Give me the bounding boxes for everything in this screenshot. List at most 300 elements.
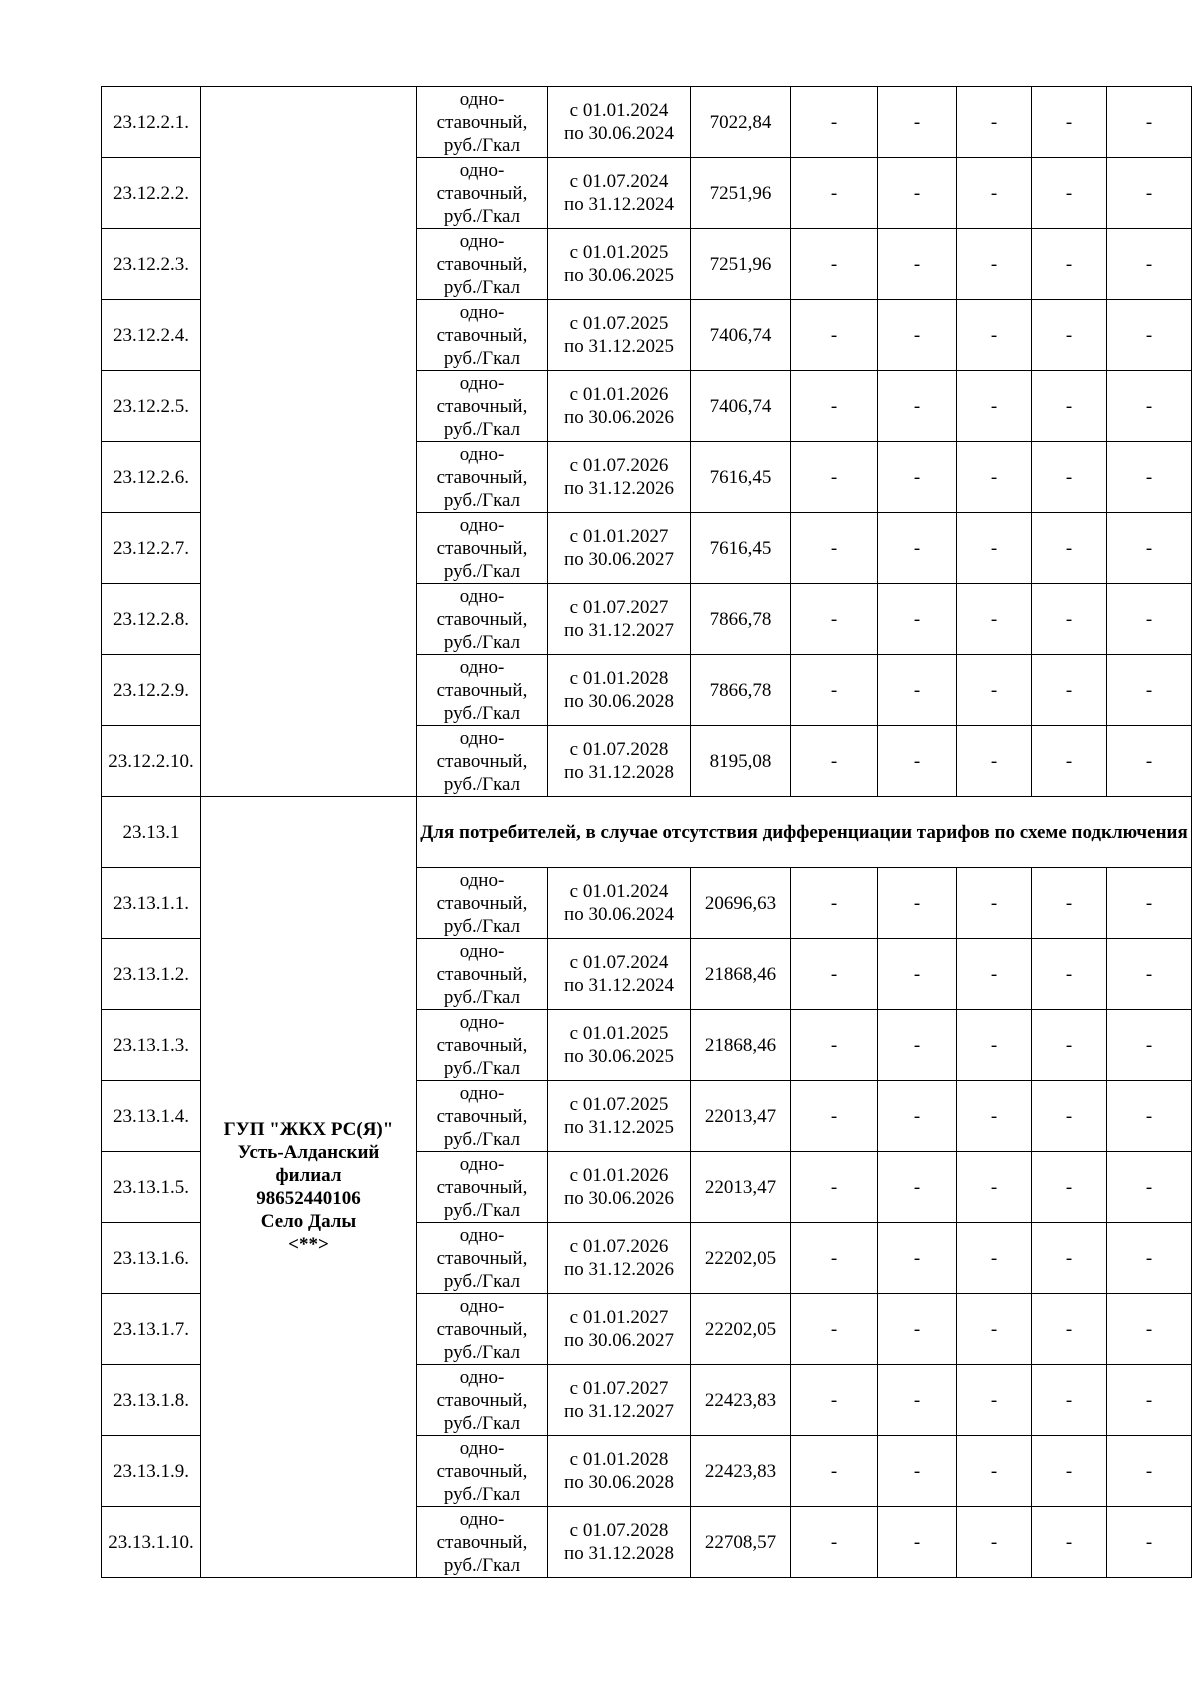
row-code-cell	[102, 1365, 201, 1436]
tariff-value: 7406,74	[691, 300, 791, 371]
dash-cell: -	[957, 1223, 1032, 1294]
rate-type-line: руб./Гкал	[443, 1128, 521, 1150]
rate-type-line: ставочный,	[436, 395, 528, 417]
rate-type-line: одно-	[459, 727, 505, 749]
rate-type	[417, 1436, 548, 1507]
period-line: с 01.07.2024	[569, 171, 669, 192]
dash-cell: -	[957, 87, 1032, 158]
dash-cell: -	[878, 1081, 957, 1152]
period-line: с 01.01.2024	[569, 881, 669, 902]
rate-type-line: руб./Гкал	[443, 134, 521, 156]
dash-cell: -	[1032, 1365, 1107, 1436]
dash-cell: -	[1032, 1507, 1107, 1578]
row-code-cell	[102, 513, 201, 584]
rate-type-line: ставочный,	[436, 1176, 528, 1198]
period	[548, 868, 691, 939]
dash-cell: -	[791, 158, 878, 229]
period-line: с 01.07.2027	[569, 1378, 669, 1399]
rate-type-line: ставочный,	[436, 253, 528, 275]
dash-cell: -	[1107, 513, 1192, 584]
dash-cell: -	[791, 726, 878, 797]
dash-cell: -	[878, 1436, 957, 1507]
dash-cell: -	[1107, 1294, 1192, 1365]
row-code-cell	[102, 868, 201, 939]
rate-type-line: одно-	[459, 1366, 505, 1388]
dash-cell: -	[791, 584, 878, 655]
rate-type-line: одно-	[459, 1153, 505, 1175]
rate-type-line: руб./Гкал	[443, 1483, 521, 1505]
period	[548, 1010, 691, 1081]
period-line: с 01.07.2027	[569, 597, 669, 618]
rate-type-line: одно-	[459, 372, 505, 394]
org-line: Усть-Алданский	[237, 1142, 380, 1163]
dash-cell: -	[1032, 87, 1107, 158]
row-code: 23.12.2.8.	[113, 608, 189, 630]
dash-cell: -	[878, 655, 957, 726]
dash-cell: -	[791, 1010, 878, 1081]
period-line: по 30.06.2025	[564, 265, 674, 286]
org-line: <**>	[288, 1234, 329, 1255]
rate-type	[417, 158, 548, 229]
period	[548, 1436, 691, 1507]
rate-type-line: ставочный,	[436, 466, 528, 488]
row-code: 23.12.2.4.	[113, 324, 189, 346]
period-line: с 01.01.2025	[569, 1023, 669, 1044]
dash-cell: -	[1107, 300, 1192, 371]
dash-cell: -	[878, 1507, 957, 1578]
period-line: по 30.06.2025	[564, 1046, 674, 1067]
rate-type	[417, 939, 548, 1010]
row-code-cell	[102, 1152, 201, 1223]
dash-cell: -	[878, 1365, 957, 1436]
dash-cell: -	[878, 1223, 957, 1294]
period	[548, 371, 691, 442]
period-line: по 31.12.2027	[564, 1401, 674, 1422]
rate-type-line: одно-	[459, 1082, 505, 1104]
dash-cell: -	[1107, 868, 1192, 939]
dash-cell: -	[1032, 1436, 1107, 1507]
rate-type	[417, 371, 548, 442]
tariff-table	[101, 86, 1192, 1578]
rate-type-line: ставочный,	[436, 679, 528, 701]
dash-cell: -	[1107, 158, 1192, 229]
rate-type-line: одно-	[459, 159, 505, 181]
dash-cell: -	[957, 1365, 1032, 1436]
row-code: 23.12.2.5.	[113, 395, 189, 417]
rate-type-line: руб./Гкал	[443, 1554, 521, 1576]
tariff-value: 7866,78	[691, 584, 791, 655]
rate-type-line: руб./Гкал	[443, 418, 521, 440]
org-cell-continued	[201, 87, 417, 797]
tariff-value: 22013,47	[691, 1081, 791, 1152]
period	[548, 584, 691, 655]
tariff-value: 7406,74	[691, 371, 791, 442]
period-line: по 30.06.2026	[564, 407, 674, 428]
row-code: 23.12.2.2.	[113, 182, 189, 204]
period	[548, 87, 691, 158]
dash-cell: -	[878, 584, 957, 655]
rate-type-line: одно-	[459, 443, 505, 465]
rate-type-line: руб./Гкал	[443, 560, 521, 582]
row-code: 23.12.2.7.	[113, 537, 189, 559]
rate-type-line: ставочный,	[436, 1034, 528, 1056]
period-line: по 31.12.2028	[564, 762, 674, 783]
rate-type-line: руб./Гкал	[443, 773, 521, 795]
tariff-value: 22202,05	[691, 1223, 791, 1294]
period-line: по 31.12.2026	[564, 1259, 674, 1280]
rate-type-line: одно-	[459, 1508, 505, 1530]
rate-type	[417, 229, 548, 300]
period-line: с 01.07.2025	[569, 1094, 669, 1115]
period-line: по 31.12.2028	[564, 1543, 674, 1564]
row-code-cell	[102, 939, 201, 1010]
row-code-cell	[102, 1436, 201, 1507]
rate-type-line: ставочный,	[436, 963, 528, 985]
rate-type-line: ставочный,	[436, 111, 528, 133]
rate-type-line: ставочный,	[436, 1531, 528, 1553]
period	[548, 939, 691, 1010]
rate-type-line: руб./Гкал	[443, 205, 521, 227]
dash-cell: -	[1032, 1294, 1107, 1365]
rate-type-line: руб./Гкал	[443, 631, 521, 653]
dash-cell: -	[957, 939, 1032, 1010]
dash-cell: -	[957, 1436, 1032, 1507]
rate-type-line: руб./Гкал	[443, 986, 521, 1008]
dash-cell: -	[1032, 158, 1107, 229]
rate-type-line: ставочный,	[436, 750, 528, 772]
rate-type-line: одно-	[459, 1224, 505, 1246]
row-code-cell	[102, 229, 201, 300]
row-code: 23.12.2.9.	[113, 679, 189, 701]
rate-type-line: ставочный,	[436, 1460, 528, 1482]
dash-cell: -	[957, 1010, 1032, 1081]
period	[548, 1507, 691, 1578]
rate-type	[417, 87, 548, 158]
dash-cell: -	[878, 158, 957, 229]
dash-cell: -	[878, 1010, 957, 1081]
rate-type	[417, 1294, 548, 1365]
tariff-value: 8195,08	[691, 726, 791, 797]
row-code: 23.12.2.6.	[113, 466, 189, 488]
tariff-table-body	[102, 87, 1192, 1578]
period-line: с 01.07.2025	[569, 313, 669, 334]
row-code: 23.12.2.10.	[108, 750, 194, 772]
row-code: 23.12.2.1.	[113, 111, 189, 133]
dash-cell: -	[957, 868, 1032, 939]
dash-cell: -	[791, 655, 878, 726]
tariff-value: 7251,96	[691, 158, 791, 229]
tariff-value: 7616,45	[691, 513, 791, 584]
row-code: 23.13.1.2.	[113, 963, 189, 985]
period-line: с 01.01.2026	[569, 384, 669, 405]
rate-type-line: руб./Гкал	[443, 489, 521, 511]
org-line: филиал	[275, 1165, 342, 1186]
period-line: с 01.01.2028	[569, 1449, 669, 1470]
dash-cell: -	[1032, 513, 1107, 584]
rate-type-line: одно-	[459, 301, 505, 323]
dash-cell: -	[791, 513, 878, 584]
rate-type-line: ставочный,	[436, 1105, 528, 1127]
dash-cell: -	[1032, 1152, 1107, 1223]
row-code-cell	[102, 1223, 201, 1294]
tariff-value: 22708,57	[691, 1507, 791, 1578]
rate-type	[417, 1507, 548, 1578]
dash-cell: -	[878, 442, 957, 513]
rate-type-line: руб./Гкал	[443, 1341, 521, 1363]
dash-cell: -	[1032, 939, 1107, 1010]
dash-cell: -	[791, 1223, 878, 1294]
row-code: 23.13.1.8.	[113, 1389, 189, 1411]
period-line: с 01.01.2027	[569, 1307, 669, 1328]
row-code-cell	[102, 1507, 201, 1578]
row-code: 23.13.1.7.	[113, 1318, 189, 1340]
dash-cell: -	[957, 513, 1032, 584]
row-code: 23.13.1.5.	[113, 1176, 189, 1198]
rate-type	[417, 655, 548, 726]
dash-cell: -	[957, 442, 1032, 513]
rate-type-line: руб./Гкал	[443, 1270, 521, 1292]
dash-cell: -	[1032, 726, 1107, 797]
rate-type-line: одно-	[459, 1295, 505, 1317]
tariff-value: 20696,63	[691, 868, 791, 939]
rate-type-line: ставочный,	[436, 1389, 528, 1411]
dash-cell: -	[791, 1436, 878, 1507]
row-code-cell	[102, 726, 201, 797]
period-line: по 30.06.2028	[564, 1472, 674, 1493]
rate-type-line: одно-	[459, 585, 505, 607]
dash-cell: -	[957, 726, 1032, 797]
dash-cell: -	[957, 371, 1032, 442]
rate-type-line: ставочный,	[436, 182, 528, 204]
dash-cell: -	[1032, 868, 1107, 939]
period-line: по 30.06.2026	[564, 1188, 674, 1209]
row-code-cell	[102, 584, 201, 655]
org-line: Село Далы	[260, 1211, 357, 1232]
dash-cell: -	[1032, 1223, 1107, 1294]
dash-cell: -	[791, 87, 878, 158]
dash-cell: -	[791, 229, 878, 300]
section-code: 23.13.1	[102, 797, 201, 868]
tariff-value: 22423,83	[691, 1436, 791, 1507]
rate-type	[417, 513, 548, 584]
dash-cell: -	[957, 300, 1032, 371]
table-row	[102, 87, 1192, 158]
rate-type	[417, 868, 548, 939]
rate-type-line: ставочный,	[436, 892, 528, 914]
rate-type-line: ставочный,	[436, 1247, 528, 1269]
rate-type	[417, 726, 548, 797]
dash-cell: -	[791, 1365, 878, 1436]
row-code: 23.13.1.3.	[113, 1034, 189, 1056]
rate-type-line: одно-	[459, 230, 505, 252]
row-code-cell	[102, 1294, 201, 1365]
period	[548, 1223, 691, 1294]
rate-type-line: руб./Гкал	[443, 915, 521, 937]
rate-type-line: одно-	[459, 940, 505, 962]
rate-type	[417, 300, 548, 371]
period-line: с 01.01.2026	[569, 1165, 669, 1186]
rate-type-line: ставочный,	[436, 324, 528, 346]
dash-cell: -	[878, 868, 957, 939]
row-code-cell	[102, 300, 201, 371]
period	[548, 1294, 691, 1365]
row-code: 23.13.1.9.	[113, 1460, 189, 1482]
period-line: по 30.06.2024	[564, 904, 674, 925]
dash-cell: -	[1107, 1223, 1192, 1294]
dash-cell: -	[1032, 584, 1107, 655]
row-code-cell	[102, 655, 201, 726]
dash-cell: -	[878, 87, 957, 158]
rate-type	[417, 442, 548, 513]
tariff-value: 7251,96	[691, 229, 791, 300]
tariff-value: 21868,46	[691, 939, 791, 1010]
dash-cell: -	[878, 513, 957, 584]
dash-cell: -	[957, 1507, 1032, 1578]
row-code: 23.13.1.4.	[113, 1105, 189, 1127]
dash-cell: -	[878, 300, 957, 371]
rate-type-line: руб./Гкал	[443, 1199, 521, 1221]
dash-cell: -	[957, 229, 1032, 300]
tariff-value: 22013,47	[691, 1152, 791, 1223]
rate-type-line: ставочный,	[436, 537, 528, 559]
dash-cell: -	[791, 1294, 878, 1365]
period	[548, 158, 691, 229]
tariff-value: 22202,05	[691, 1294, 791, 1365]
rate-type-line: руб./Гкал	[443, 347, 521, 369]
period	[548, 655, 691, 726]
row-code: 23.13.1.1.	[113, 892, 189, 914]
period-line: по 30.06.2027	[564, 549, 674, 570]
dash-cell: -	[791, 1507, 878, 1578]
org-line: 98652440106	[256, 1188, 361, 1209]
row-code-cell	[102, 158, 201, 229]
period-line: по 30.06.2027	[564, 1330, 674, 1351]
dash-cell: -	[878, 726, 957, 797]
dash-cell: -	[1107, 1507, 1192, 1578]
row-code: 23.13.1.10.	[108, 1531, 194, 1553]
rate-type	[417, 584, 548, 655]
period	[548, 300, 691, 371]
dash-cell: -	[791, 442, 878, 513]
dash-cell: -	[791, 939, 878, 1010]
period	[548, 229, 691, 300]
dash-cell: -	[878, 939, 957, 1010]
rate-type-line: руб./Гкал	[443, 276, 521, 298]
dash-cell: -	[1032, 1010, 1107, 1081]
dash-cell: -	[957, 655, 1032, 726]
period-line: по 31.12.2027	[564, 620, 674, 641]
dash-cell: -	[791, 868, 878, 939]
period	[548, 1365, 691, 1436]
period-line: с 01.01.2028	[569, 668, 669, 689]
period-line: с 01.07.2026	[569, 455, 669, 476]
dash-cell: -	[1032, 655, 1107, 726]
dash-cell: -	[1107, 726, 1192, 797]
rate-type-line: руб./Гкал	[443, 1057, 521, 1079]
dash-cell: -	[1107, 1365, 1192, 1436]
period-line: с 01.07.2028	[569, 1520, 669, 1541]
row-code-cell	[102, 442, 201, 513]
rate-type	[417, 1081, 548, 1152]
rate-type-line: одно-	[459, 656, 505, 678]
period-line: по 31.12.2026	[564, 478, 674, 499]
row-code-cell	[102, 1081, 201, 1152]
dash-cell: -	[878, 229, 957, 300]
dash-cell: -	[957, 584, 1032, 655]
rate-type-line: руб./Гкал	[443, 1412, 521, 1434]
period	[548, 513, 691, 584]
rate-type-line: одно-	[459, 1011, 505, 1033]
dash-cell: -	[1032, 300, 1107, 371]
dash-cell: -	[878, 371, 957, 442]
dash-cell: -	[1107, 939, 1192, 1010]
period-line: с 01.07.2024	[569, 952, 669, 973]
dash-cell: -	[1032, 442, 1107, 513]
dash-cell: -	[791, 1152, 878, 1223]
period-line: по 31.12.2025	[564, 1117, 674, 1138]
rate-type-line: руб./Гкал	[443, 702, 521, 724]
period	[548, 1152, 691, 1223]
period-line: по 31.12.2025	[564, 336, 674, 357]
rate-type-line: одно-	[459, 88, 505, 110]
row-code: 23.12.2.3.	[113, 253, 189, 275]
dash-cell: -	[878, 1152, 957, 1223]
period-line: с 01.01.2024	[569, 100, 669, 121]
dash-cell: -	[1032, 229, 1107, 300]
period-line: с 01.01.2025	[569, 242, 669, 263]
period	[548, 442, 691, 513]
dash-cell: -	[1107, 229, 1192, 300]
dash-cell: -	[1032, 371, 1107, 442]
dash-cell: -	[791, 300, 878, 371]
row-code-cell	[102, 87, 201, 158]
period-line: по 30.06.2024	[564, 123, 674, 144]
dash-cell: -	[957, 158, 1032, 229]
period-line: с 01.07.2028	[569, 739, 669, 760]
period-line: с 01.07.2026	[569, 1236, 669, 1257]
rate-type-line: ставочный,	[436, 1318, 528, 1340]
dash-cell: -	[957, 1152, 1032, 1223]
rate-type	[417, 1010, 548, 1081]
org-cell	[201, 797, 417, 1578]
dash-cell: -	[1107, 1436, 1192, 1507]
dash-cell: -	[1107, 371, 1192, 442]
rate-type-line: одно-	[459, 869, 505, 891]
rate-type-line: одно-	[459, 1437, 505, 1459]
dash-cell: -	[1107, 1081, 1192, 1152]
dash-cell: -	[1107, 655, 1192, 726]
org-line: ГУП "ЖКХ РС(Я)"	[223, 1119, 394, 1140]
dash-cell: -	[791, 1081, 878, 1152]
tariff-value: 21868,46	[691, 1010, 791, 1081]
period	[548, 1081, 691, 1152]
dash-cell: -	[1107, 584, 1192, 655]
period-line: по 31.12.2024	[564, 975, 674, 996]
dash-cell: -	[1107, 1010, 1192, 1081]
rate-type-line: одно-	[459, 514, 505, 536]
tariff-value: 7866,78	[691, 655, 791, 726]
tariff-value: 7616,45	[691, 442, 791, 513]
dash-cell: -	[791, 371, 878, 442]
section-header: Для потребителей, в случае отсутствия дифференциации тарифов по схеме подключения	[417, 797, 1192, 868]
dash-cell: -	[1107, 1152, 1192, 1223]
row-code-cell	[102, 371, 201, 442]
tariff-value: 22423,83	[691, 1365, 791, 1436]
rate-type	[417, 1365, 548, 1436]
row-code: 23.13.1.6.	[113, 1247, 189, 1269]
rate-type-line: ставочный,	[436, 608, 528, 630]
dash-cell: -	[1107, 87, 1192, 158]
